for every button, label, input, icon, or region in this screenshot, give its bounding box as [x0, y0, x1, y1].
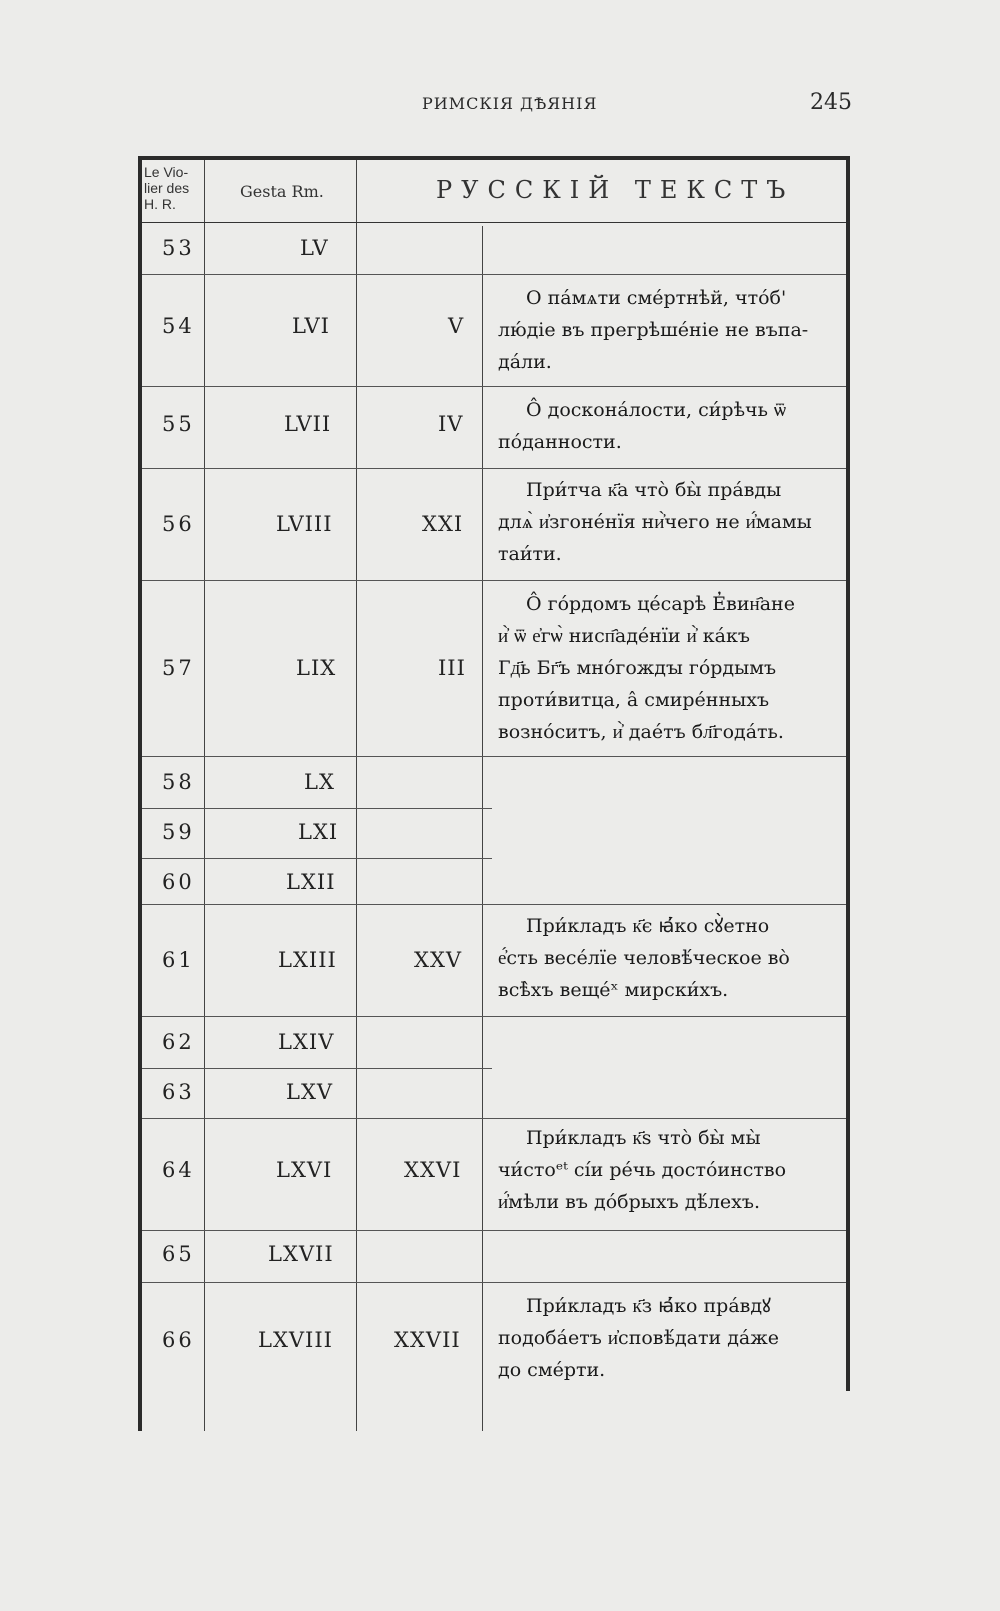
table-right-border: [846, 156, 850, 1391]
russian-text: [498, 588, 838, 748]
text-line: длѧ̀ и҆згоне́нїя ни҆̀чего не и҆́мамы: [498, 511, 812, 533]
gesta-number: LXIV: [278, 1030, 335, 1054]
row-number: 65: [162, 1242, 195, 1266]
reference-number: XXI: [422, 512, 464, 536]
row-number: 54: [162, 314, 195, 338]
reference-number: III: [438, 656, 466, 680]
text-line: таи́ти.: [498, 543, 562, 565]
row-number: 57: [162, 656, 195, 680]
row-number: 60: [162, 870, 195, 894]
gesta-number: LVII: [284, 412, 332, 436]
gesta-number: LXVIII: [258, 1328, 333, 1352]
russian-text: [498, 1122, 838, 1218]
text-line: При́кладъ к҃ѕ что̀ бы̀ мы̀: [526, 1127, 761, 1149]
row-rule: [142, 1230, 846, 1231]
gesta-number: LXI: [298, 820, 339, 844]
russian-text: [498, 910, 838, 1006]
column-divider-2: [356, 160, 357, 1431]
running-title: РИМСКІЯ ДѢЯНІЯ: [422, 94, 598, 113]
row-rule: [142, 1282, 846, 1283]
text-line: Гд҃ь Бг҃ъ мно́гождꙑ го́рдымъ: [498, 657, 777, 679]
russian-text: [498, 282, 838, 378]
gesta-number: LVIII: [276, 512, 333, 536]
gesta-number: LXIII: [278, 948, 337, 972]
text-line: и҆́мѣли въ до́брыхъ дѣ́лехъ.: [498, 1191, 761, 1213]
row-rule: [142, 1068, 492, 1069]
row-rule: [142, 756, 846, 757]
text-line: проти́витца, а̂ смире́нныхъ: [498, 689, 770, 711]
gesta-number: LXII: [286, 870, 336, 894]
russian-text: [498, 474, 838, 570]
text-line: О̂ го́рдомъ це́сарѣ Е̓вин҄ане: [526, 593, 795, 615]
reference-number: XXV: [414, 948, 463, 972]
reference-number: XXVII: [394, 1328, 461, 1352]
reference-number: XXVI: [404, 1158, 462, 1182]
text-line: до сме́рти.: [498, 1359, 606, 1381]
gesta-number: LIX: [296, 656, 337, 680]
reference-number: IV: [438, 412, 464, 436]
concordance-table: [138, 156, 854, 1431]
row-number: 55: [162, 412, 195, 436]
column-header-russian-text: РУССКІЙ ТЕКСТЪ: [436, 176, 795, 204]
text-line: возно́ситъ, и҆̀ дае́тъ бл҃года́ть.: [498, 721, 784, 743]
row-number: 53: [162, 236, 195, 260]
text-line: по́данности.: [498, 431, 622, 453]
row-rule: [142, 1118, 846, 1119]
column-header-le-violier: Le Vio- lier des H. R.: [144, 164, 190, 212]
column-divider-3: [482, 226, 483, 1431]
row-rule: [142, 274, 846, 275]
text-line: При́кладъ к҃з ꙗ҆́ко пра́вдꙋ: [526, 1295, 771, 1317]
row-rule: [142, 808, 492, 809]
text-line: О па́мѧти сме́ртнѣй, что́б': [526, 287, 787, 309]
column-header-gesta: Gesta Rm.: [240, 182, 324, 201]
text-line: всѣ̀хъ веще́ˣ мирски́хъ.: [498, 979, 729, 1001]
header-rule: [142, 222, 846, 223]
gesta-number: LXVII: [268, 1242, 334, 1266]
gesta-number: LV: [300, 236, 329, 260]
row-rule: [142, 468, 846, 469]
row-number: 64: [162, 1158, 195, 1182]
row-number: 63: [162, 1080, 195, 1104]
russian-text: [498, 394, 838, 458]
text-line: да́ли.: [498, 351, 552, 373]
text-line: чи́стоᵉᵗ сі́и ре́чь досто́инство: [498, 1159, 787, 1181]
row-rule: [142, 858, 492, 859]
text-line: подоба́етъ и҆сповѣ́дати да́же: [498, 1327, 779, 1349]
table-left-border: [138, 156, 142, 1431]
row-number: 61: [162, 948, 195, 972]
gesta-number: LXV: [286, 1080, 334, 1104]
row-rule: [142, 1016, 846, 1017]
row-number: 58: [162, 770, 195, 794]
row-rule: [142, 386, 846, 387]
gesta-number: LXVI: [276, 1158, 333, 1182]
row-number: 56: [162, 512, 195, 536]
text-line: е҆́сть весе́лїе человѣ́ческое во̀: [498, 947, 790, 969]
text-line: При́кладъ к҃є ꙗ҆́ко сꙋ̀етно: [526, 915, 770, 937]
column-divider-1: [204, 160, 205, 1431]
gesta-number: LX: [304, 770, 335, 794]
text-line: лю́діе въ прегрѣше́ніе не въпа-: [498, 319, 809, 341]
text-line: При́тча к҃а что̀ бы̀ пра́вды: [526, 479, 782, 501]
gesta-number: LVI: [292, 314, 330, 338]
row-rule: [142, 904, 846, 905]
row-number: 66: [162, 1328, 195, 1352]
text-line: О̂ доскона́лости, си́рѣчь ѿ: [526, 399, 787, 421]
table-top-border: [138, 156, 850, 160]
text-line: и҆̀ ѿ е҆гѡ̀ нисп҄аде́нїи и҆̀ ка́къ: [498, 625, 750, 647]
row-number: 59: [162, 820, 195, 844]
russian-text: [498, 1290, 838, 1386]
reference-number: V: [448, 314, 465, 338]
page-number: 245: [810, 90, 852, 115]
row-number: 62: [162, 1030, 195, 1054]
row-rule: [142, 580, 846, 581]
